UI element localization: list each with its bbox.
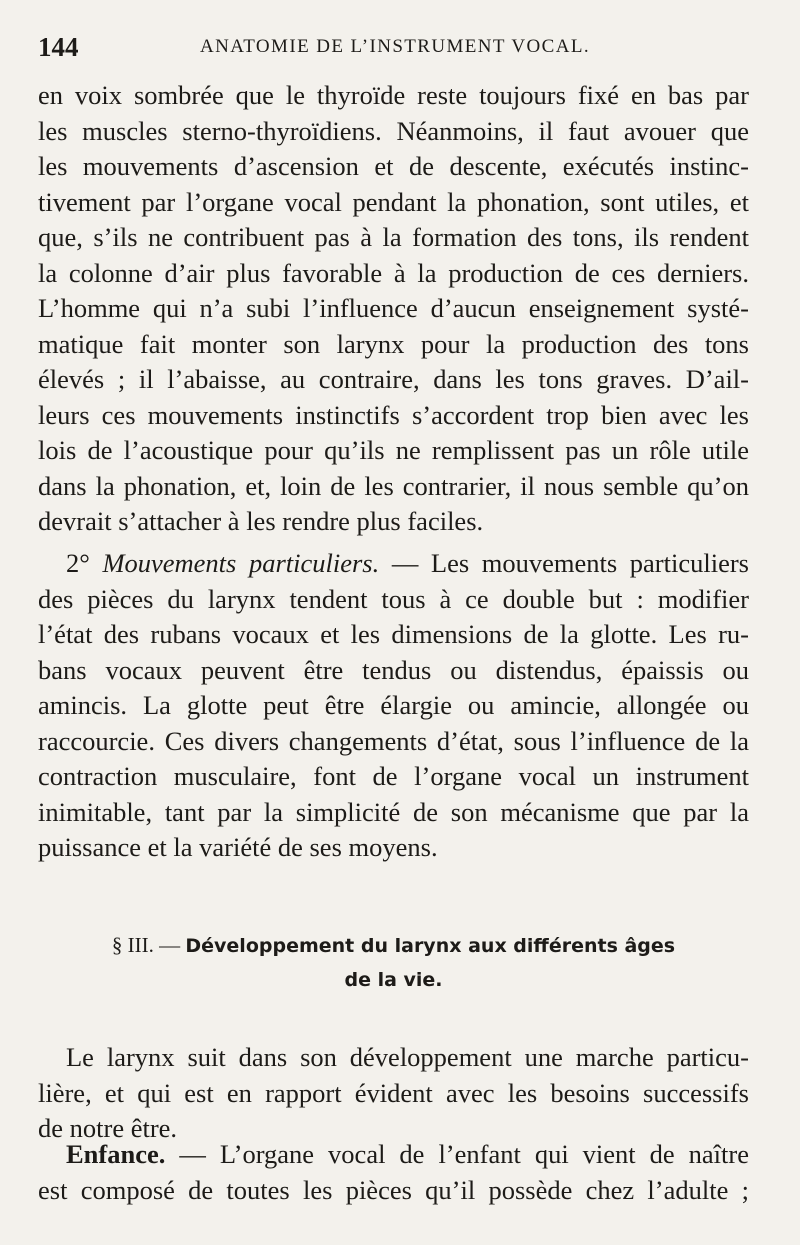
text-line: que, s’ils ne contribuent pas à la formation des tons, ils rendent bbox=[38, 222, 749, 252]
text-line: matique fait monter son larynx pour la production des tons bbox=[38, 328, 749, 359]
text-line: tivement par l’organe vocal pendant la phonation, sont utiles, et bbox=[38, 186, 749, 217]
text-line: lois de l’acoustique pour qu’ils ne remplissent pas un rôle utile bbox=[38, 435, 749, 465]
text-line: l’état des rubans vocaux et les dimensions de la glotte. Les ru- bbox=[38, 619, 749, 649]
text-line: inimitable, tant par la simplicité de son mécanisme que par la bbox=[38, 796, 749, 827]
text-line: la colonne d’air plus favorable à la production de ces derniers. bbox=[38, 257, 749, 288]
text-line: les mouvements d’ascension et de descente, exécutés instinc- bbox=[38, 151, 749, 181]
text-line: raccourcie. Ces divers changements d’état, sous l’influence de la bbox=[38, 725, 749, 756]
section-heading bbox=[38, 928, 749, 997]
text-line: puissance et la variété de ses moyens. bbox=[38, 832, 438, 862]
run-in-heading: Enfance. bbox=[66, 1139, 166, 1169]
text-line: des pièces du larynx tendent tous à ce double but : modifier bbox=[38, 583, 749, 614]
text-line: lière, et qui est en rapport évident avec les besoins successifs bbox=[38, 1077, 749, 1108]
section-heading-line-1 bbox=[38, 928, 749, 963]
text-line: L’homme qui n’a subi l’influence d’aucun enseignement systé- bbox=[38, 293, 749, 323]
paragraph-lead-line bbox=[38, 546, 749, 582]
text-line: Le larynx suit dans son développement une marche particu- bbox=[66, 1042, 749, 1072]
paragraph-2 bbox=[38, 546, 749, 866]
italic-subheading: Mouvements particuliers. bbox=[102, 548, 380, 578]
running-head: ANATOMIE DE L’INSTRUMENT VOCAL. bbox=[200, 36, 590, 57]
text-line: les muscles sterno-thyroïdiens. Néanmoins, il faut avouer que bbox=[38, 115, 749, 146]
section-heading-line-2: de la vie. bbox=[344, 969, 443, 991]
text-line: leurs ces mouvements instinctifs s’accordent trop bien avec les bbox=[38, 399, 749, 430]
text-line: contraction musculaire, font de l’organe vocal un instrument bbox=[38, 761, 749, 791]
text-line: est composé de toutes les pièces qu’il possède chez l’adulte ; bbox=[38, 1174, 749, 1205]
page-number: 144 bbox=[38, 32, 79, 62]
lead-text: — Les mouvements particuliers bbox=[379, 548, 749, 578]
paragraph-lead-line bbox=[38, 1137, 749, 1173]
paragraph-1 bbox=[38, 78, 749, 540]
text-line: bans vocaux peuvent être tendus ou distendus, épaissis ou bbox=[38, 654, 749, 685]
text-line: élevés ; il l’abaisse, au contraire, dans les tons graves. D’ail- bbox=[38, 364, 749, 394]
text-line: de notre être. bbox=[38, 1113, 178, 1143]
lead-text: — L’organe vocal de l’enfant qui vient de naître bbox=[165, 1139, 749, 1169]
section-number: § III. — bbox=[111, 933, 186, 957]
text-line: devrait s’attacher à les rendre plus faciles. bbox=[38, 506, 484, 536]
text-line: en voix sombrée que le thyroïde reste toujours fixé en bas par bbox=[38, 80, 749, 110]
page-header bbox=[38, 32, 760, 62]
paragraph-3 bbox=[38, 1040, 749, 1147]
text-line: dans la phonation, et, loin de les contrarier, il nous semble qu’on bbox=[38, 470, 749, 501]
paragraph-4 bbox=[38, 1137, 749, 1208]
list-number: 2° bbox=[66, 548, 103, 578]
text-line: amincis. La glotte peut être élargie ou amincie, allongée ou bbox=[38, 690, 749, 720]
section-title: Développement du larynx aux différents âges bbox=[185, 935, 676, 957]
